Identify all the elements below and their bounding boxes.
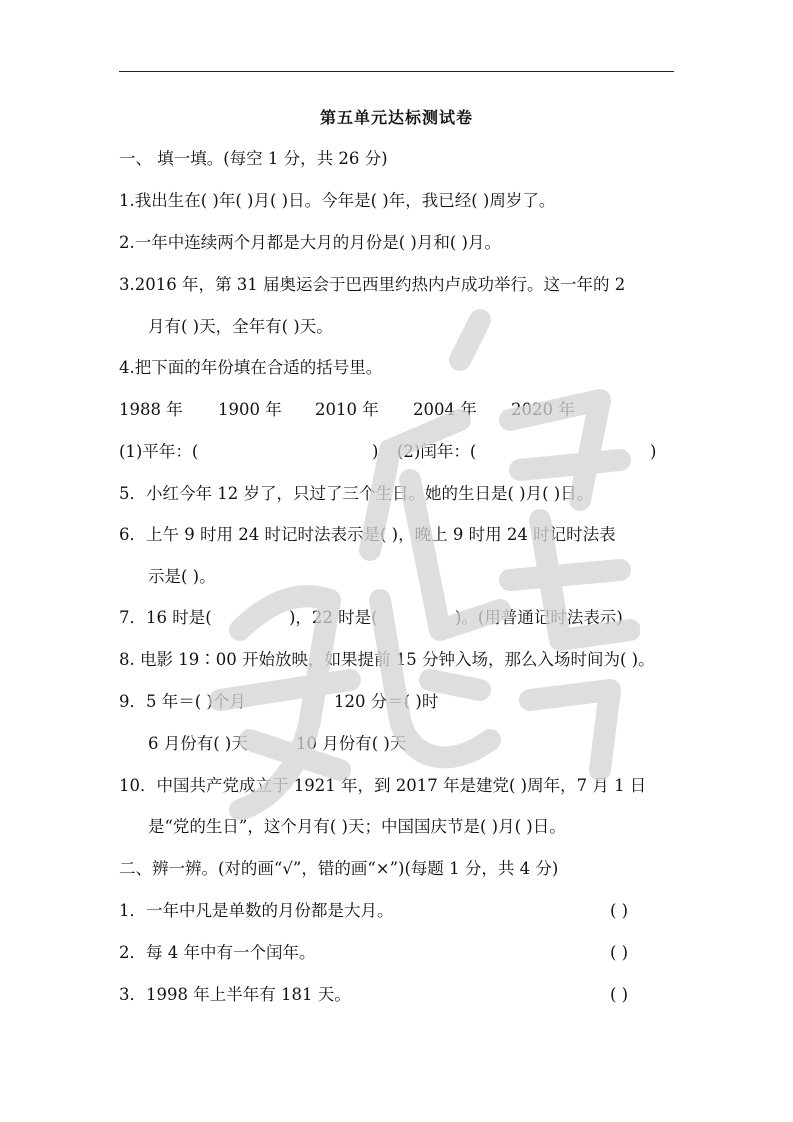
question-3-line-1: 3.2016 年，第 31 届奥运会于巴西里约热内卢成功举行。这一年的 2 — [119, 275, 626, 294]
header-rule — [119, 71, 674, 72]
question-6-line-1: 6．上午 9 时用 24 时记时法表示是( )，晚上 9 时用 24 时记时法表 — [119, 525, 616, 544]
judge-item-2-answer: ( ) — [610, 943, 629, 962]
question-9-part-d: 10 月份有( )天 — [296, 734, 407, 753]
year-option: 1988 年 — [119, 400, 183, 419]
year-option: 1900 年 — [218, 400, 282, 419]
question-5: 5．小红今年 12 岁了，只过了三个生日。她的生日是( )月( )日。 — [119, 484, 594, 503]
question-10-line-1: 10．中国共产党成立于 1921 年，到 2017 年是建党( )周年，7 月 1 日 — [119, 776, 647, 795]
question-9-part-c: 6 月份有( )天 — [148, 734, 248, 753]
question-1: 1.我出生在( )年( )月( )日。今年是( )年，我已经( )周岁了。 — [119, 191, 556, 210]
common-year-blank-close: ) — [372, 442, 379, 461]
question-4: 4.把下面的年份填在合适的括号里。 — [119, 358, 383, 377]
judge-item-1-answer: ( ) — [610, 901, 629, 920]
page-title: 第五单元达标测试卷 — [319, 108, 473, 127]
judge-item-2: 2．每 4 年中有一个闰年。 — [119, 943, 316, 962]
common-year-label: (1)平年：( — [119, 442, 199, 461]
question-7-part-a: 7．16 时是( — [119, 608, 212, 627]
year-option: 2010 年 — [315, 400, 379, 419]
question-7-part-c: )。(用普通记时法表示) — [455, 608, 623, 627]
question-9-part-b: 120 分＝( )时 — [334, 692, 439, 711]
year-option: 2020 年 — [511, 400, 575, 419]
leap-year-blank-close: ) — [650, 442, 657, 461]
question-7-part-b: )，22 时是( — [289, 608, 378, 627]
question-3-line-2: 月有( )天，全年有( )天。 — [148, 317, 333, 336]
question-8: 8. 电影 19∶00 开始放映，如果提前 15 分钟入场，那么入场时间为( )。 — [119, 650, 655, 669]
question-6-line-2: 示是( )。 — [148, 567, 216, 586]
leap-year-label: (2)闰年：( — [397, 442, 477, 461]
question-10-line-2: 是“党的生日”，这个月有( )天；中国国庆节是( )月( )日。 — [148, 817, 566, 836]
section1-heading: 一、 填一填。(每空 1 分，共 26 分) — [119, 149, 388, 168]
section2-heading: 二、辨一辨。(对的画“√”，错的画“×”)(每题 1 分，共 4 分) — [119, 859, 559, 878]
question-2: 2.一年中连续两个月都是大月的月份是( )月和( )月。 — [119, 233, 501, 252]
question-9-part-a: 9．5 年＝( )个月 — [119, 692, 246, 711]
judge-item-3: 3．1998 年上半年有 181 天。 — [119, 985, 351, 1004]
judge-item-3-answer: ( ) — [610, 985, 629, 1004]
year-option: 2004 年 — [413, 400, 477, 419]
judge-item-1: 1．一年中凡是单数的月份都是大月。 — [119, 901, 394, 920]
